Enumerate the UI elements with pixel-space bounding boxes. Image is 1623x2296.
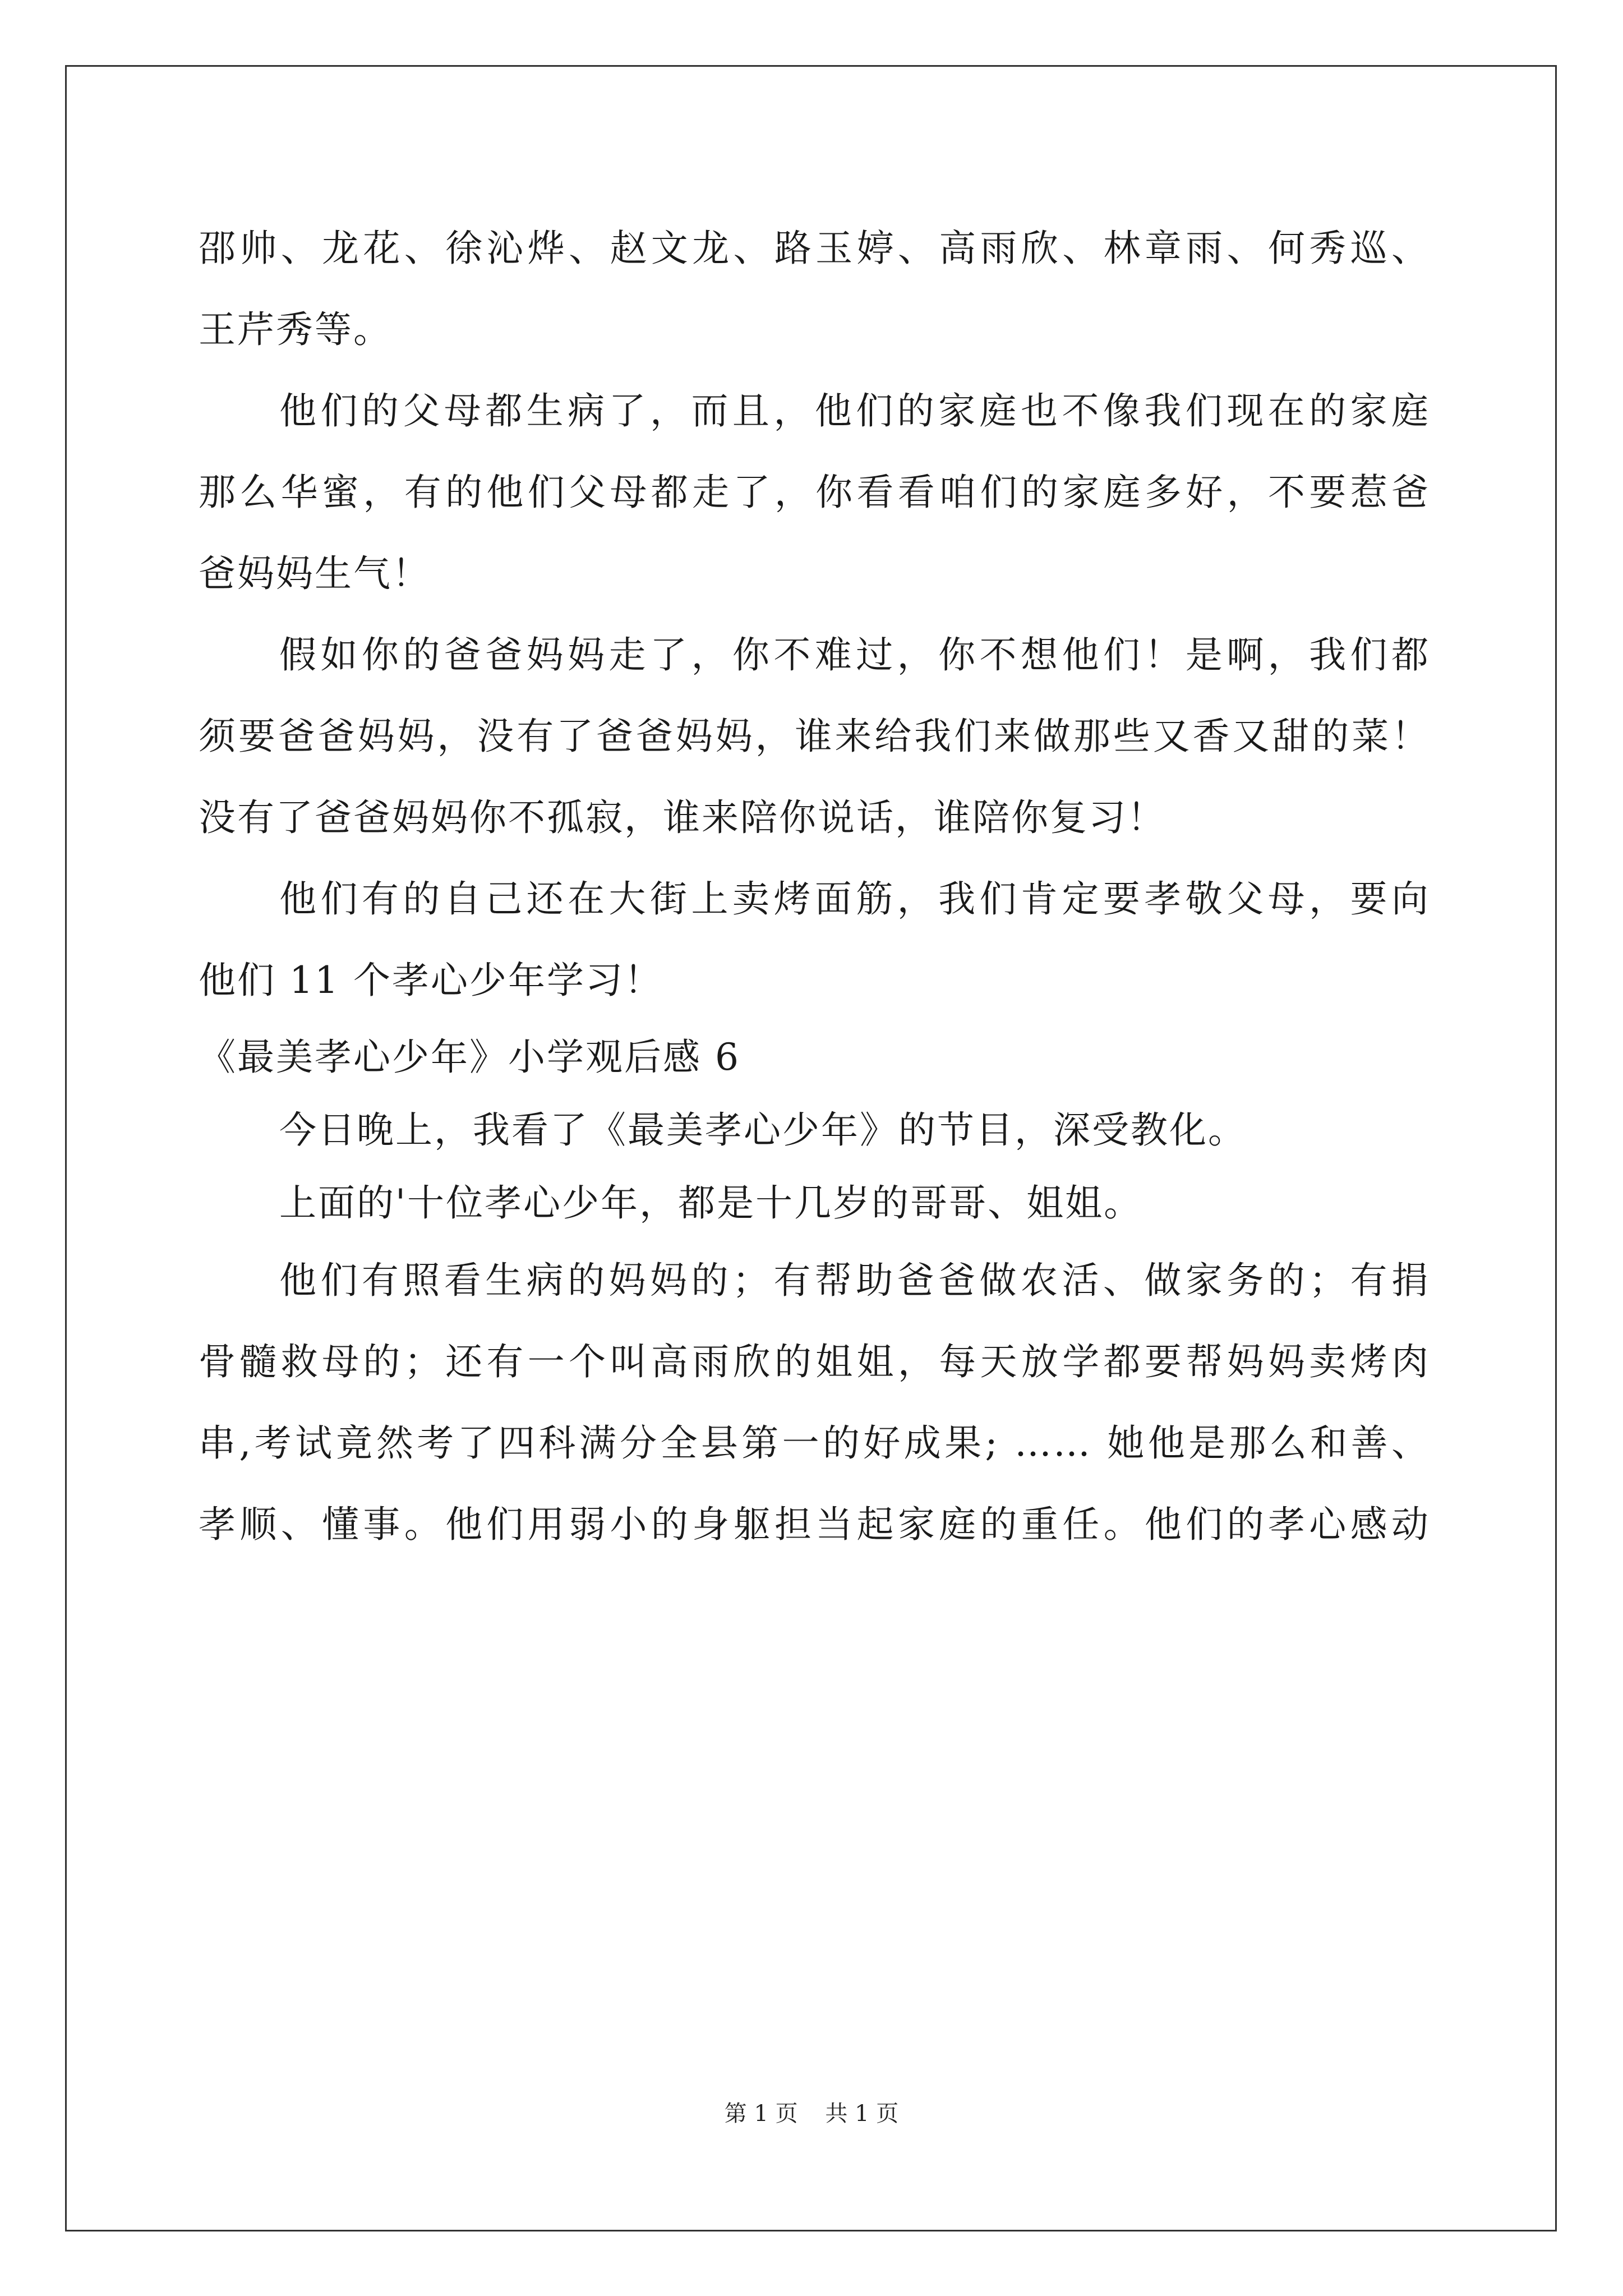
paragraph-start: 他们的父母都生病了，而且，他们的家庭也不像我们现在的家庭 (279, 389, 1430, 432)
text-line: 孝顺、懂事。他们用弱小的身躯担当起家庭的重任。他们的孝心感动 (199, 1503, 1430, 1546)
text-line: 没有了爸爸妈妈你不孤寂，谁来陪你说话，谁陪你复习！ (199, 796, 1166, 839)
paragraph-start: 他们有的自己还在大街上卖烤面筋，我们肯定要孝敬父母，要向 (279, 877, 1430, 921)
text-line: 爸妈妈生气！ (199, 552, 431, 595)
section-heading: 《最美孝心少年》小学观后感 6 (199, 1036, 740, 1079)
text-line: 须要爸爸妈妈，没有了爸爸妈妈，谁来给我们来做那些又香又甜的菜！ (199, 715, 1430, 758)
paragraph-start: 今日晚上，我看了《最美孝心少年》的节目，深受教化。 (279, 1108, 1247, 1152)
text-line: 骨髓救母的；还有一个叫高雨欣的姐姐，每天放学都要帮妈妈卖烤肉 (199, 1340, 1430, 1383)
text-line: 串,考试竟然考了四科满分全县第一的好成果; …… 她他是那么和善、 (199, 1421, 1430, 1465)
text-line: 王芹秀等。 (199, 308, 392, 351)
page-footer (0, 2097, 1623, 2131)
paragraph-start: 假如你的爸爸妈妈走了，你不难过，你不想他们！是啊，我们都 (279, 633, 1430, 677)
text-line: 那么华蜜，有的他们父母都走了，你看看咱们的家庭多好，不要惹爸 (199, 471, 1430, 514)
text-line: 邵帅、龙花、徐沁烨、赵文龙、路玉婷、高雨欣、林章雨、何秀巡、 (199, 227, 1430, 270)
document-body (199, 208, 1430, 1565)
paragraph-start: 他们有照看生病的妈妈的；有帮助爸爸做农活、做家务的；有捐 (279, 1259, 1430, 1302)
page-total: 共 1 页 (825, 2101, 899, 2127)
page-number: 第 1 页 (724, 2101, 798, 2127)
paragraph-start: 上面的'十位孝心少年，都是十几岁的哥哥、姐姐。 (279, 1181, 1143, 1225)
text-line: 他们 11 个孝心少年学习！ (199, 959, 663, 1002)
